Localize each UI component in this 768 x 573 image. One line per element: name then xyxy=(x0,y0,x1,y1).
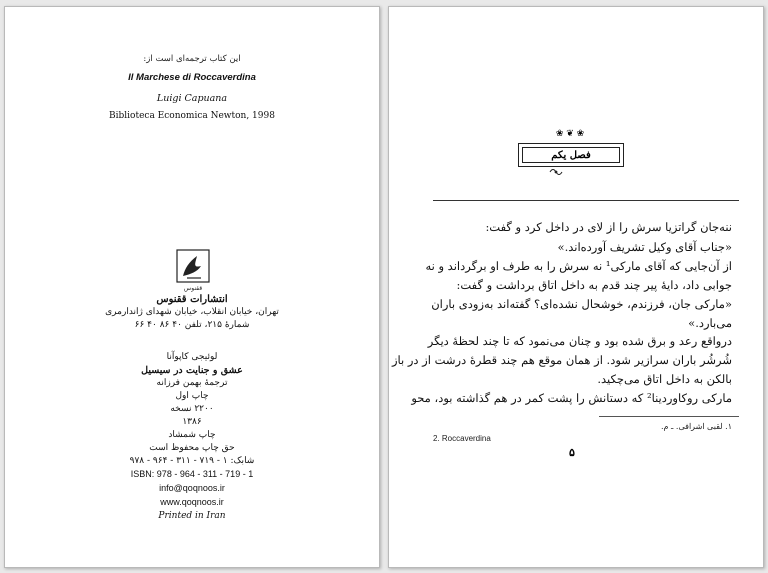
original-edition: Biblioteca Economica Newton, 1998 xyxy=(109,111,275,121)
print-run: ۲۲۰۰ نسخه xyxy=(170,404,214,414)
left-page xyxy=(4,6,380,568)
isbn-persian: شابک: ۱ - ۷۱۹ - ۳۱۱ - ۹۶۴ - ۹۷۸ xyxy=(129,456,255,466)
paragraph-line: بالکن به داخل اتاق می‌چکید. xyxy=(597,372,732,386)
paragraph-line: شُرشُر باران سرازیر شود. از همان موقع هم چند قطرهٔ درشت از در باز xyxy=(391,353,732,367)
paragraph-line: از آن‌جایی که آقای مارکی¹ نه سرش را به طرف او برگرداند و نه xyxy=(425,259,732,273)
paragraph-line: مارکی روکاوردینا² که دستانش را پشت کمر در هم گذاشته بود، محو xyxy=(411,391,732,405)
publisher-phone: شمارهٔ ۲۱۵، تلفن ۴۰ ۸۶ ۴۰ ۶۶ xyxy=(134,320,250,330)
book-title: عشق و جنایت در سیسیل xyxy=(141,365,243,376)
original-author: Luigi Capuana xyxy=(156,93,228,104)
header-rule xyxy=(433,200,739,201)
footnote-1: ۱. لقبی اشرافی. ـ م. xyxy=(660,422,732,431)
svg-text:ققنوس: ققنوس xyxy=(183,285,203,292)
publisher-email[interactable]: info@qoqnoos.ir xyxy=(159,483,225,493)
paragraph-line: درواقع رعد و برق شده بود و چنان می‌نمود که تا چند لحظهٔ دیگر xyxy=(427,334,732,348)
footnote-rule xyxy=(599,416,739,417)
publisher-address: تهران، خیابان انقلاب، خیابان شهدای ژاندارمری xyxy=(105,307,279,317)
publication-year: ۱۳۸۶ xyxy=(182,417,202,427)
isbn-english: ISBN: 978 - 964 - 311 - 719 - 1 xyxy=(130,469,254,479)
paragraph-line: می‌بارد.» xyxy=(688,316,732,330)
publisher-logo-icon xyxy=(171,248,215,292)
paragraph-line: «جناب آقای وکیل تشریف آورده‌اند.» xyxy=(557,240,732,254)
paragraph-line: ننه‌جان گراتزیا سرش را از لای در داخل کرد و گفت: xyxy=(485,220,732,234)
chapter-title: فصل یکم xyxy=(522,147,620,163)
chapter-ornament: ❀ ❦ ❀ xyxy=(555,129,585,139)
printed-in: Printed in Iran xyxy=(158,511,226,521)
chapter-heading-box xyxy=(518,143,624,167)
page-number: ۵ xyxy=(569,446,575,459)
rights-notice: حق چاپ محفوظ است xyxy=(149,443,235,453)
right-page xyxy=(388,6,764,568)
footnote-2: 2. Roccaverdina xyxy=(433,434,491,443)
book-author: لوئیجی کاپوآنا xyxy=(166,352,218,362)
publisher-name: انتشارات ققنوس xyxy=(156,294,228,305)
paragraph-line: جوابی داد، دایهٔ پیر چند قدم به داخل اتاق برداشت و گفت: xyxy=(456,278,732,292)
original-intro: این کتاب ترجمه‌ای است از: xyxy=(143,54,241,64)
translator: ترجمهٔ بهمن فرزانه xyxy=(156,378,228,388)
print-edition: چاپ اول xyxy=(175,391,209,401)
original-title: Il Marchese di Roccaverdina xyxy=(128,72,256,83)
flourish-icon xyxy=(549,167,563,177)
paragraph-line: «مارکی جان، فرزندم، خوشحال نشده‌ای؟ گفته‌اند به‌زودی باران xyxy=(431,297,732,311)
publisher-website[interactable]: www.qoqnoos.ir xyxy=(160,497,224,507)
printing-house: چاپ شمشاد xyxy=(168,430,216,440)
